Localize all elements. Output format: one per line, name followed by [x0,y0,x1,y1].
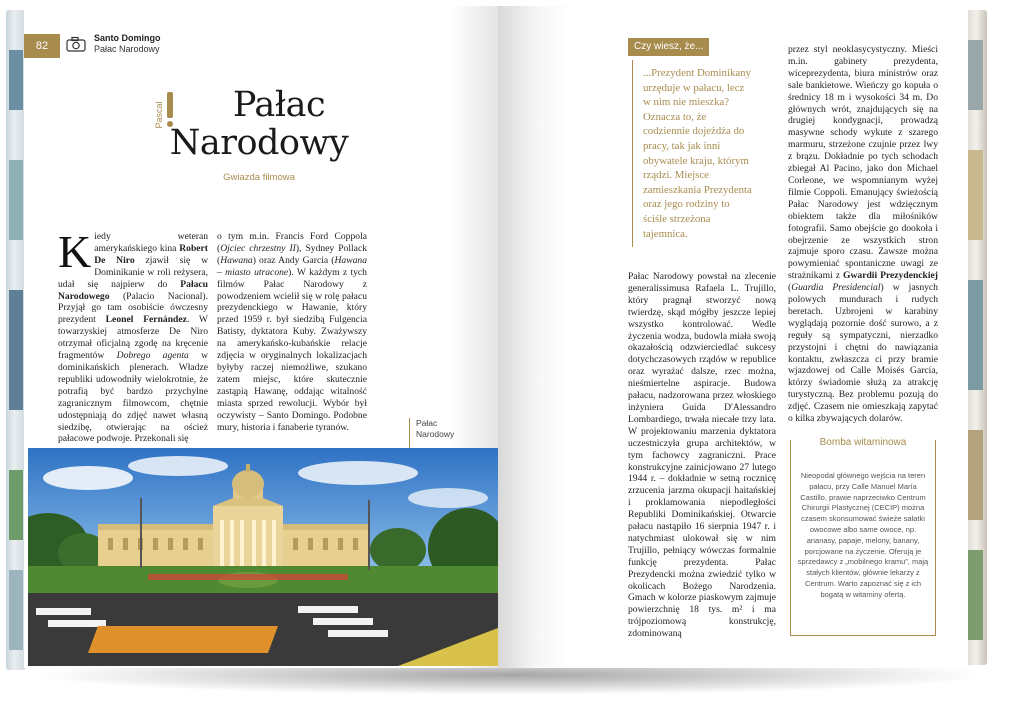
running-subtitle: Pałac Narodowy [94,44,160,54]
did-you-know-box [628,36,754,247]
text-column-2: o tym m.in. Francis Ford Coppola (Ojciec chrzestny II), Sydney Pollack (Hawana) oraz Andy Garcia (Hawana – miasto utracone). W każdym z tych filmów Pałac Narodowy z powodzeniem wcielił się w rolę pałacu prezydenckiego w Hawanie, który przed 1959 r. był siedzibą Fulgencia Batisty, dyktatora Kuby. Zważywszy na amerykańsko-kubańskie relacje zdjęcia w oryginalnych lokalizacjach byłyby raczej niemożliwe, szukano zatem miejsc, które skutecznie zastąpią Hawanę, oddając witalność miasta sprzed rewolucji. Wybór był oczywisty – Santo Domingo. Podobne mury, historia i fanaberie tyranów. [217,231,367,433]
vertical-brand-label: Pascal [154,101,164,129]
title-line-1: Pałac [232,85,326,125]
right-page [498,6,968,668]
right-page-edges [965,10,987,665]
article-subtitle: Gwiazda filmowa [223,172,295,183]
drop-cap: K [58,226,92,277]
did-you-know-text: ...Prezydent Dominikany urzęduje w pałacu, lecz w nim nie mieszka? Oznacza to, że codziennie dojeżdża do pracy, tak jak inni obywatele kraju, którym rządzi. Miejsce zamieszkania Prezydenta oraz jego rodziny to ściśle strzeżona tajemnica. [632,60,754,247]
palace-photo [28,448,498,666]
left-page-edges [6,10,26,670]
vitamin-box-title: Bomba witaminowa [791,437,935,449]
camera-icon [66,36,86,52]
text-column-1: Kiedy weteran amerykańskiego kina Robert De Niro zjawił się w Dominikanie w roli reżysera, udał się najpierw do Pałacu Narodowego (Palacio Nacional). Przyjął go tam osobiście ówczesny prezydent Leonel Fernández. W towarzyskiej atmosferze De Niro otrzymał oficjalną zgodę na kręcenie fragmentów Dobrego agenta w dominikańskich plenerach. Władze republiki udowodniły wielokrotnie, że potrafią być bardzo przychylne zagranicznym filmowcom, chętnie udostępniają do zdjęć nawet własną siedzibę, otwierając na oścież pałacowe podwoje. Przekonali się [58,226,209,445]
title-line-2: Narodowy [169,123,349,163]
did-you-know-header: Czy wiesz, że... [628,38,709,56]
vitamin-box-text: Nieopodal głównego wejścia na teren pałacu, przy Calle Manuel María Castillo, prawie naprzeciwko Centrum Chirurgii Plastycznej (CECIP) można czasem skonsumować świeże sałatki owocowe albo same owoce, np. ananasy, papaje, melony, banany, porcjowane na życzenie. Oferują je sprzedawcy z „mobilnego kramu”, mają stałych klientów, głównie lekarzy z Centrum. Warto zapoznać się z ich bogatą w witaminy ofertą. [797,471,929,599]
article-title [114,86,404,162]
text-column-3: Pałac Narodowy powstał na zlecenie generalissimusa Rafaela L. Trujillo, który pragnął stworzyć nową twierdzę, skąd mógłby jeszcze lepiej wszystko kontrolować. Wedle życzenia wodza, budowla miała swoją okazałością odzwierciedlać sukcesy dotychczasowych rządów w republice oraz wyrażać dalsze, rzec można, nieśmiertelne aspiracje. Budowa pałacu, nadzorowana przez włoskiego inżyniera Guida D'Alessandro Lombardiego, trwała niecałe trzy lata. W projektowaniu marzenia dyktatora uczestniczyła grupa architektów, w tym fachowcy zagraniczni. Prace konstrukcyjne zainicjowano 27 lutego 1944 r. – dokładnie w setną rocznicę zrzucenia jarzma okupacji haitańskiej i proklamowania niepodległości Republiki Dominikańskiej. Otwarcie pałacu nastąpiło 16 sierpnia 1947 r. i natychmiast ulokował się w nim Trujillo, pełniący wówczas formalnie funkcję prezydenta. Pałac Prezydencki można zwiedzić tylko w okolicach Bożego Narodzenia. Gmach w kolorze piaskowym zajmuje powierzchnię 18 tys. m² i ma trójpoziomową konstrukcję, zdominowaną [628,271,776,640]
running-title: Santo Domingo [94,33,161,43]
photo-caption: Pałac Narodowy [409,418,454,458]
page-number: 82 [24,34,60,58]
text-column-4: przez styl neoklasycystyczny. Mieści m.in. gabinety prezydenta, wiceprezydenta, biura ministrów oraz sale bankietowe. Wieńczy go kopuła o średnicy 18 m i wysokości 34 m. Do głównych wrót, znajdujących się na drugiej kondygnacji, prowadzą masywne schody wykute z szarego marmuru, strzeżone czujnie przez lwy z brązu. Dokładnie po tych schodach zbiegał Al Pacino, jako don Michael Corleone, we wspomnianym wyżej filmie Coppoli. Emanujący świeżością Pałac Narodowy jest wdzięcznym obiektem także dla miłośników fotografii. Samo obejście go dookoła i obejrzenie ze wszystkich stron zajmuje sporo czasu. Zawsze można powymieniać spontaniczne uwagi ze strażnikami z Gwardii Prezydenckiej (Guardia Presidencial) w jasnych polowych mundurach i rudych beretach. Uzbrojeni w karabiny wyglądają pozornie dość surowo, a z reguły są sympatyczni, nierzadko przystojni i chętni do nawiązania kontaktu, zwłaszcza ci przy bramie wjazdowej od Calle Moisés García, którzy świadomie służą za atrakcję turystyczną. Bez problemu pozują do zdjęć. Czasem nie omieszkają zapytać o kilka zbywających dolarów. [788,44,938,425]
vitamin-box [790,437,936,636]
